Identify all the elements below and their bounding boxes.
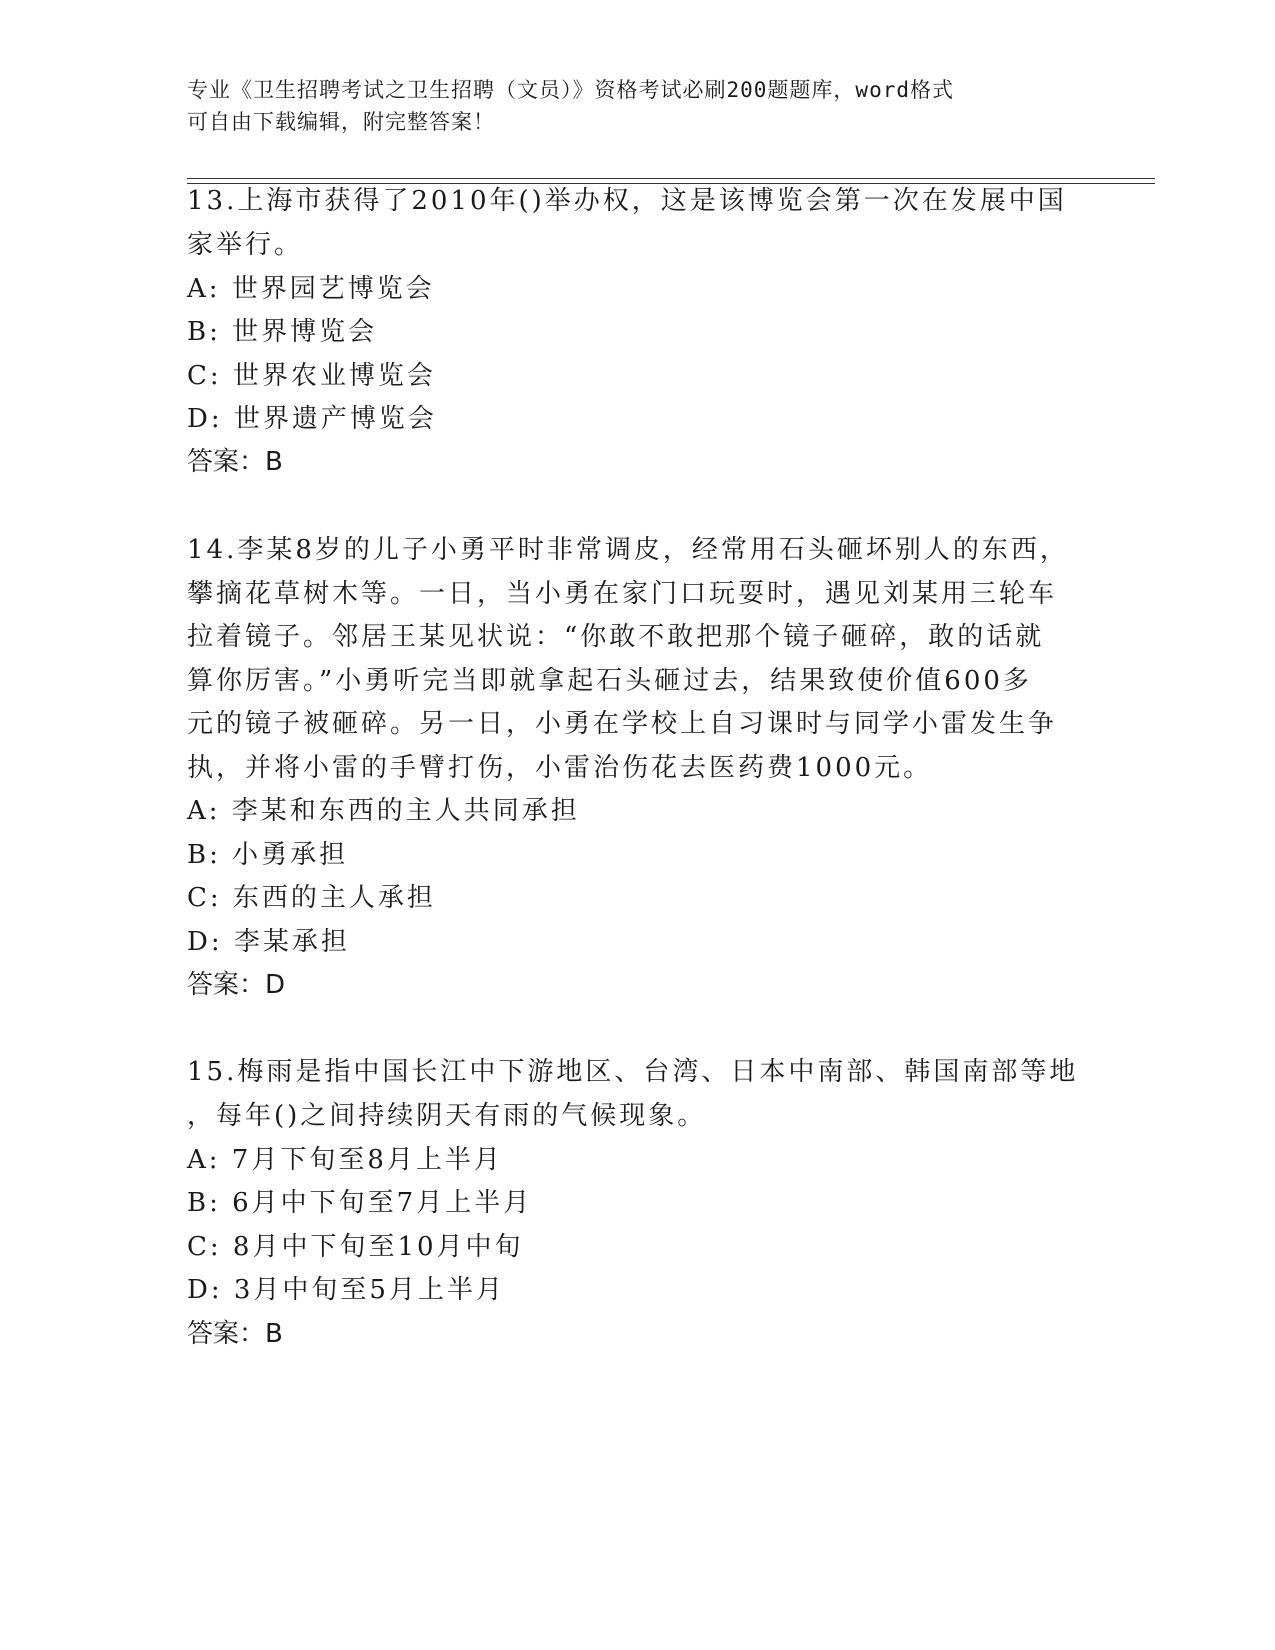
question-13-option-a: A: 世界园艺博览会 <box>187 274 435 304</box>
question-14-option-c: C: 东西的主人承担 <box>187 883 436 913</box>
question-14-option-d: D: 李某承担 <box>187 927 350 957</box>
header-divider-bottom <box>187 183 1155 184</box>
question-14-stem-line-4: 算你厉害。”小勇听完当即就拿起石头砸过去，结果致使价值600多 <box>187 666 1032 696</box>
question-15-answer: 答案：B <box>187 1319 283 1349</box>
question-14-stem-line-5: 元的镜子被砸碎。另一日，小勇在学校上自习课时与同学小雷发生争 <box>187 709 1058 739</box>
question-14-stem-line-3: 拉着镜子。邻居王某见状说：“你敢不敢把那个镜子砸碎，敢的话就 <box>187 622 1045 652</box>
question-14-answer: 答案：D <box>187 970 286 1000</box>
question-15-option-b: B: 6月中下旬至7月上半月 <box>187 1188 533 1218</box>
question-14-stem-line-6: 执，并将小雷的手臂打伤，小雷治伤花去医药费1000元。 <box>187 753 933 783</box>
header-line-1: 专业《卫生招聘考试之卫生招聘（文员）》资格考试必刷200题题库，word格式 <box>187 78 954 102</box>
question-15-stem-line-2: ，每年()之间持续阴天有雨的气候现象。 <box>187 1101 707 1131</box>
question-14-option-a: A: 李某和东西的主人共同承担 <box>187 796 580 826</box>
question-13-stem-line-1: 13.上海市获得了2010年()举办权，这是该博览会第一次在发展中国 <box>187 186 1067 216</box>
question-13-option-c: C: 世界农业博览会 <box>187 361 436 391</box>
question-13-option-d: D: 世界遗产博览会 <box>187 404 437 434</box>
question-13-stem-line-2: 家举行。 <box>187 230 304 260</box>
question-15-stem-line-1: 15.梅雨是指中国长江中下游地区、台湾、日本中南部、韩国南部等地 <box>187 1057 1079 1087</box>
question-15-option-c: C: 8月中下旬至10月中旬 <box>187 1232 524 1262</box>
header-divider-top <box>187 178 1155 179</box>
question-14-stem-line-1: 14.李某8岁的儿子小勇平时非常调皮，经常用石头砸坏别人的东西， <box>187 535 1069 565</box>
question-13-answer: 答案：B <box>187 447 283 477</box>
question-13-option-b: B: 世界博览会 <box>187 317 378 347</box>
question-14-option-b: B: 小勇承担 <box>187 840 349 870</box>
question-15-option-d: D: 3月中旬至5月上半月 <box>187 1275 505 1305</box>
document-header <box>187 74 1067 138</box>
header-line-2: 可自由下载编辑，附完整答案！ <box>187 110 495 134</box>
question-14-stem-line-2: 攀摘花草树木等。一日，当小勇在家门口玩耍时，遇见刘某用三轮车 <box>187 579 1058 609</box>
question-15-option-a: A: 7月下旬至8月上半月 <box>187 1145 503 1175</box>
